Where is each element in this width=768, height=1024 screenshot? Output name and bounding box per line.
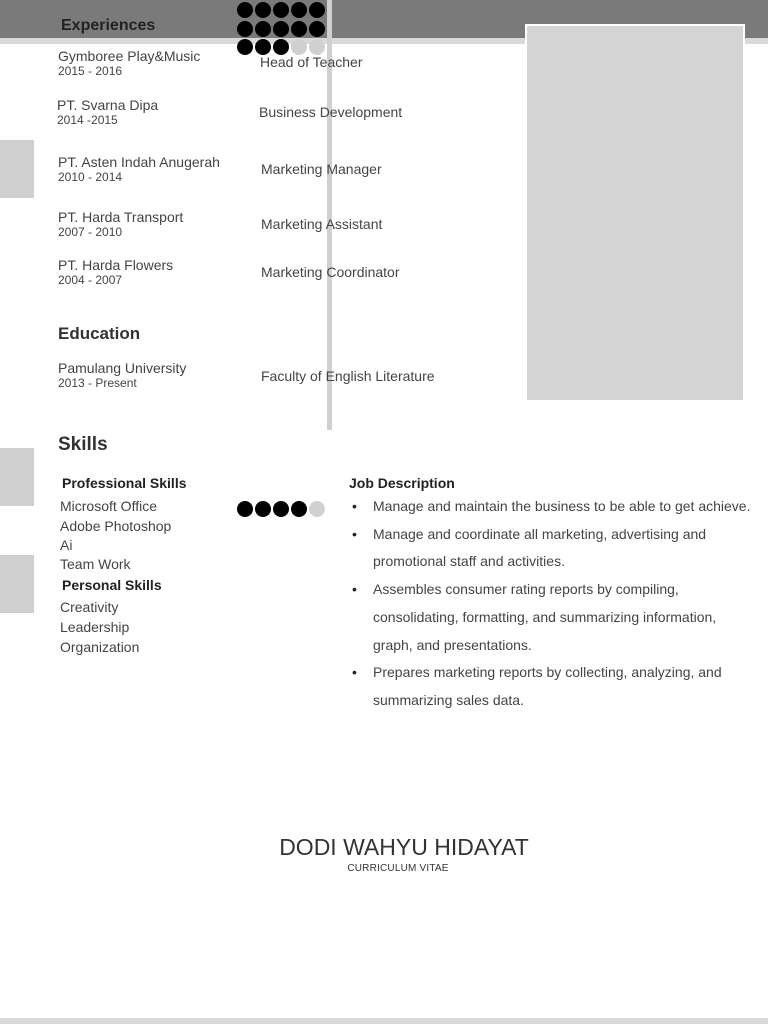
job-role: Marketing Assistant [261,216,383,232]
document-subtitle: CURRICULUM VITAE [347,863,449,874]
employment-years: 2015 - 2016 [58,64,123,78]
job-description-item: • Assembles consumer rating reports by compiling, consolidating, formatting, and summarizing information, graph, and presentations. [349,576,754,659]
experience-entry [58,257,173,287]
photo-placeholder [525,24,745,402]
education-entry [58,360,186,390]
side-accent-block [0,448,34,506]
job-description-heading: Job Description [349,475,455,491]
employment-years: 2010 - 2014 [58,170,123,184]
company-name: Gymboree Play&Music [58,48,201,64]
skill-item: Team Work [60,556,131,572]
side-accent-block [0,555,34,613]
company-name: PT. Asten Indah Anugerah [58,154,220,170]
skill-item: Organization [60,639,140,655]
job-role: Head of Teacher [260,54,363,70]
experience-entry [58,154,220,184]
footer-bar [0,1018,768,1024]
side-accent-block [0,140,34,198]
skills-heading: Skills [58,434,108,455]
job-description-list [349,493,754,715]
company-name: PT. Svarna Dipa [57,97,159,113]
candidate-name: DODI WAHYU HIDAYAT [279,834,529,860]
employment-years: 2004 - 2007 [58,273,123,287]
skill-item: Adobe Photoshop [60,518,172,534]
experience-entry [58,209,183,239]
skill-item: Ai [60,537,73,553]
rating-dot-filled [273,501,289,517]
experiences-heading: Experiences [61,17,156,34]
job-description-item: • Prepares marketing reports by collecting, analyzing, and summarizing sales data. [349,659,754,714]
skill-item: Leadership [60,619,130,635]
experience-entry [57,97,158,127]
job-role: Business Development [259,104,403,120]
job-description-item: • Manage and maintain the business to be able to get achieve. [349,493,754,521]
employment-years: 2007 - 2010 [58,225,123,239]
job-description-item: • Manage and coordinate all marketing, advertising and promotional staff and activities. [349,521,754,576]
school-name: Pamulang University [58,360,187,376]
education-years: 2013 - Present [58,376,137,390]
skill-item: Microsoft Office [60,498,157,514]
professional-skills-list [60,496,171,574]
education-heading: Education [58,324,141,343]
personal-skills-heading: Personal Skills [62,577,162,593]
job-role: Marketing Manager [261,161,382,177]
rating-dot-filled [291,501,307,517]
company-name: PT. Harda Flowers [58,257,174,273]
employment-years: 2014 -2015 [57,113,118,127]
personal-skills-list [60,597,139,657]
faculty-name: Faculty of English Literature [261,368,435,384]
company-name: PT. Harda Transport [58,209,184,225]
dot-pattern-decoration [237,2,327,58]
rating-dot-empty [309,501,325,517]
skill-rating [237,501,327,517]
skill-item: Creativity [60,599,119,615]
experience-entry [58,48,200,78]
rating-dot-filled [255,501,271,517]
rating-dot-filled [237,501,253,517]
job-role: Marketing Coordinator [261,264,400,280]
professional-skills-heading: Professional Skills [62,475,187,491]
